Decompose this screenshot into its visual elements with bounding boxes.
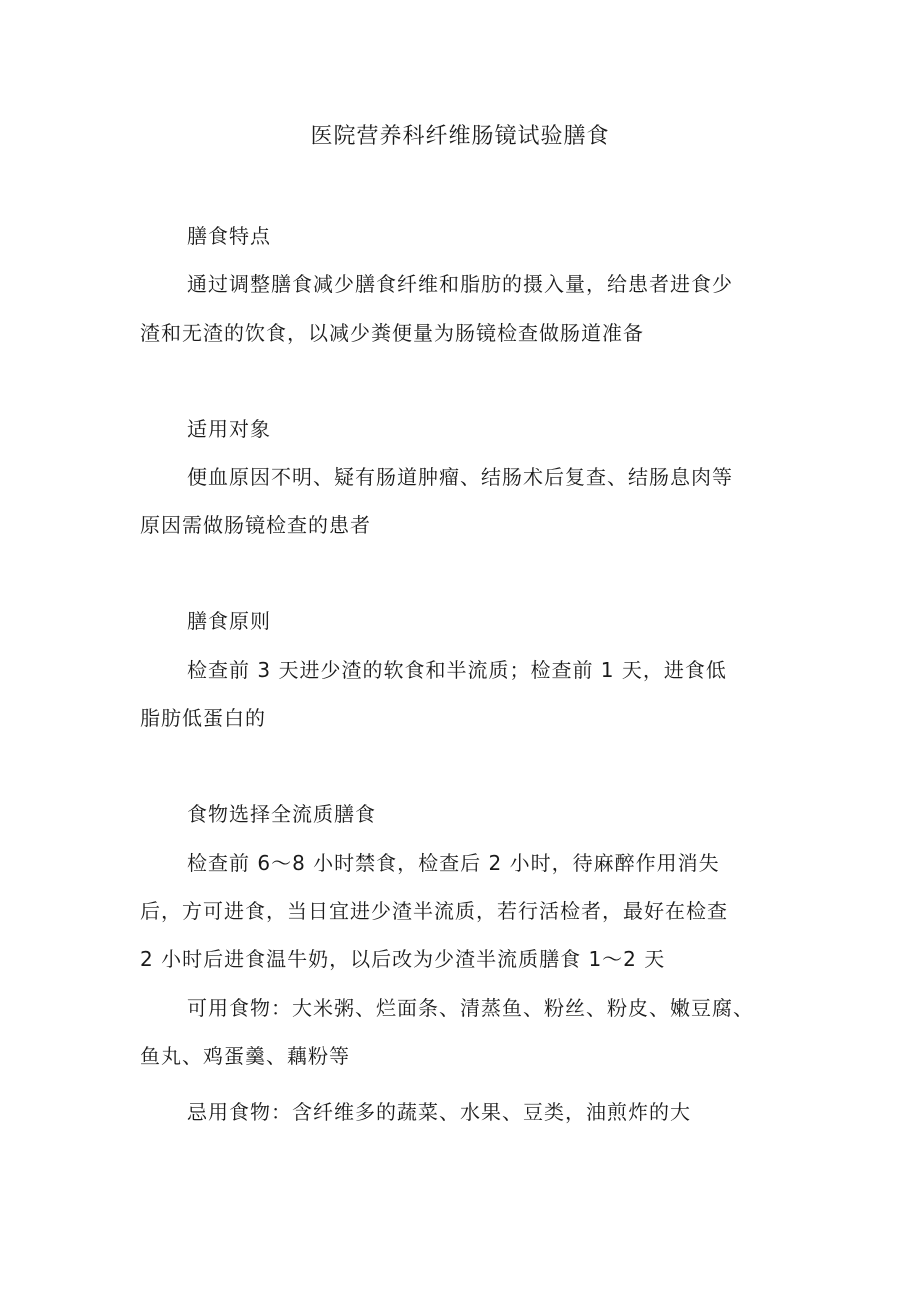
forbidden-foods-line: 忌用食物：含纤维多的蔬菜、水果、豆类，油煎炸的大 (187, 1100, 691, 1124)
section-heading-applicable-subjects: 适用对象 (187, 417, 271, 441)
allowed-foods-line: 鱼丸、鸡蛋羹、藕粉等 (140, 1044, 350, 1068)
paragraph-line: 脂肪低蛋白的 (140, 706, 266, 730)
section-heading-food-selection: 食物选择全流质膳食 (187, 802, 376, 826)
allowed-foods-line: 可用食物：大米粥、烂面条、清蒸鱼、粉丝、粉皮、嫩豆腐、 (187, 996, 754, 1020)
paragraph-line: 检查前 3 天进少渣的软食和半流质；检查前 1 天，进食低 (187, 658, 727, 682)
paragraph-line: 2 小时后进食温牛奶，以后改为少渣半流质膳食 1～2 天 (140, 947, 666, 971)
document-title: 医院营养科纤维肠镜试验膳食 (310, 124, 610, 149)
paragraph-line: 通过调整膳食减少膳食纤维和脂肪的摄入量，给患者进食少 (187, 272, 733, 296)
section-heading-diet-features: 膳食特点 (187, 224, 271, 248)
section-heading-diet-principles: 膳食原则 (187, 609, 271, 633)
paragraph-line: 渣和无渣的饮食，以减少粪便量为肠镜检查做肠道准备 (140, 321, 644, 345)
paragraph-line: 后，方可进食，当日宜进少渣半流质，若行活检者，最好在检查 (140, 899, 728, 923)
paragraph-line: 检查前 6～8 小时禁食，检查后 2 小时，待麻醉作用消失 (187, 851, 720, 875)
paragraph-line: 便血原因不明、疑有肠道肿瘤、结肠术后复查、结肠息肉等 (187, 465, 733, 489)
paragraph-line: 原因需做肠镜检查的患者 (140, 513, 371, 537)
